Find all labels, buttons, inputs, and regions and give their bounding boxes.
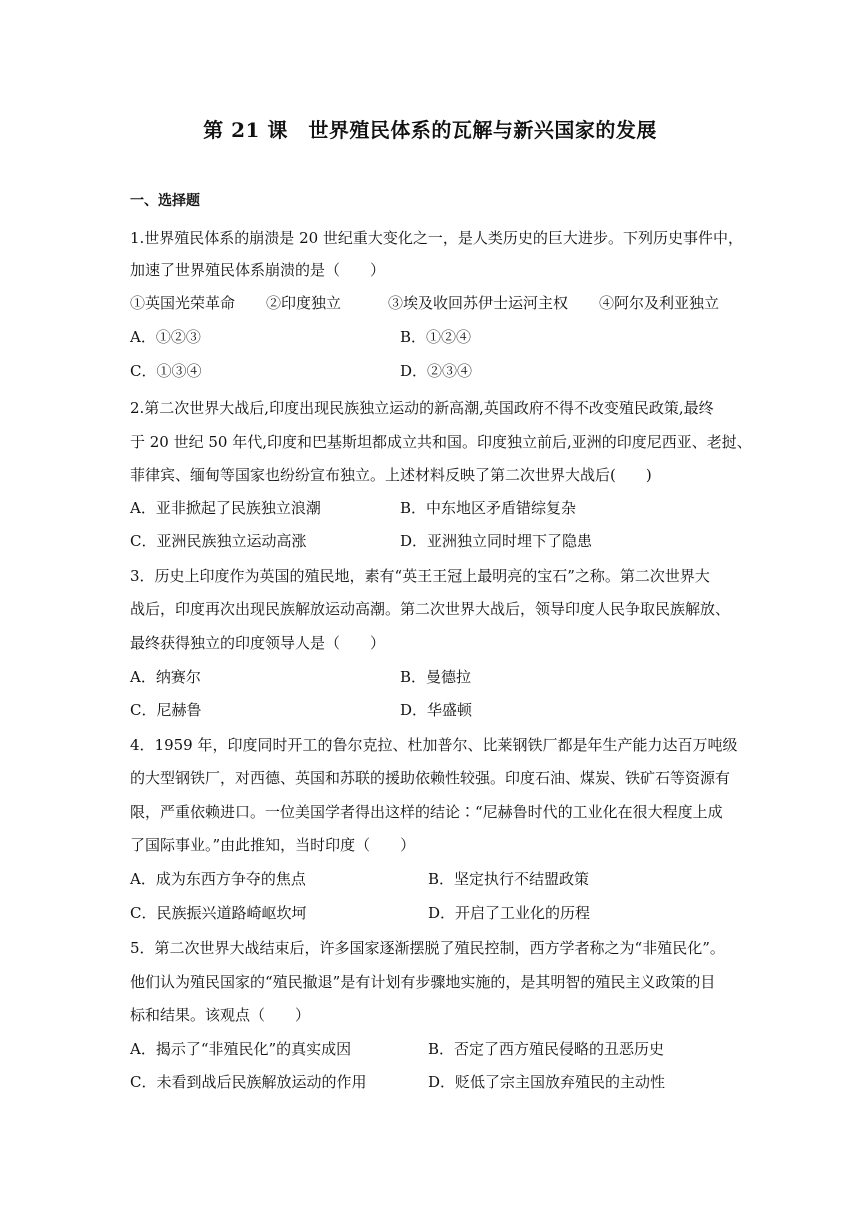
question-1-line-2: 加速了世界殖民体系崩溃的是（ ） bbox=[130, 261, 386, 279]
question-5-option-b: B．否定了西方殖民侵略的丑恶历史 bbox=[428, 1040, 665, 1058]
question-5-line-2: 他们认为殖民国家的“殖民撤退”是有计划有步骤地实施的，是其明智的殖民主义政策的目 bbox=[130, 973, 716, 991]
question-4-line-1: 4．1959 年，印度同时开工的鲁尔克拉、杜加普尔、比莱钢铁厂都是年生产能力达百万吨级 bbox=[130, 736, 738, 754]
question-3-line-1: 3．历史上印度作为英国的殖民地，素有“英王王冠上最明亮的宝石”之称。第二次世界大 bbox=[130, 567, 710, 585]
question-3-option-c: C．尼赫鲁 bbox=[130, 701, 202, 719]
question-4-line-4: 了国际事业。”由此推知，当时印度（ ） bbox=[130, 836, 416, 854]
question-5-option-a: A．揭示了“非殖民化”的真实成因 bbox=[130, 1040, 352, 1058]
question-5-line-3: 标和结果。该观点（ ） bbox=[130, 1006, 311, 1024]
page-title: 第 21 课 世界殖民体系的瓦解与新兴国家的发展 bbox=[203, 118, 657, 142]
question-1-item-1: ①英国光荣革命 bbox=[130, 294, 236, 312]
question-5-line-1: 5．第二次世界大战结束后，许多国家逐渐摆脱了殖民控制，西方学者称之为“非殖民化”。 bbox=[130, 939, 725, 957]
question-1-option-c: C．①③④ bbox=[130, 362, 202, 380]
question-2-line-3: 菲律宾、缅甸等国家也纷纷宣布独立。上述材料反映了第二次世界大战后( ) bbox=[130, 466, 652, 484]
question-2-option-a: A．亚非掀起了民族独立浪潮 bbox=[130, 499, 321, 517]
question-3-line-2: 战后，印度再次出现民族解放运动高潮。第二次世界大战后，领导印度人民争取民族解放、 bbox=[130, 600, 731, 618]
question-1-line-1: 1.世界殖民体系的崩溃是 20 世纪重大变化之一，是人类历史的巨大进步。下列历史事件中， bbox=[130, 229, 743, 247]
question-1-item-2: ②印度独立 bbox=[266, 294, 342, 312]
question-1-option-d: D．②③④ bbox=[400, 362, 473, 380]
question-4-option-b: B．坚定执行不结盟政策 bbox=[428, 870, 590, 888]
question-2-option-b: B．中东地区矛盾错综复杂 bbox=[400, 499, 577, 517]
question-4-option-a: A．成为东西方争夺的焦点 bbox=[130, 870, 306, 888]
question-3-option-a: A．纳赛尔 bbox=[130, 668, 201, 686]
section-heading: 一、选择题 bbox=[130, 193, 200, 209]
question-1-item-4: ④阿尔及利亚独立 bbox=[599, 294, 720, 312]
question-1-option-b: B．①②④ bbox=[400, 328, 472, 346]
question-2-option-d: D．亚洲独立同时埋下了隐患 bbox=[400, 532, 593, 550]
question-3-option-d: D．华盛顿 bbox=[400, 701, 473, 719]
question-1-option-a: A．①②③ bbox=[130, 328, 201, 346]
question-1-item-3: ③埃及收回苏伊士运河主权 bbox=[388, 294, 569, 312]
question-4-line-2: 的大型钢铁厂，对西德、英国和苏联的援助依赖性较强。印度石油、煤炭、铁矿石等资源有 bbox=[130, 769, 731, 787]
question-4-option-c: C．民族振兴道路崎岖坎坷 bbox=[130, 904, 307, 922]
question-2-line-2: 于 20 世纪 50 年代,印度和巴基斯坦都成立共和国。印度独立前后,亚洲的印度尼西亚、老挝、 bbox=[130, 433, 752, 451]
question-4-option-d: D．开启了工业化的历程 bbox=[428, 904, 591, 922]
question-5-option-d: D．贬低了宗主国放弃殖民的主动性 bbox=[428, 1073, 666, 1091]
question-4-line-3: 限，严重依赖进口。一位美国学者得出这样的结论∶“尼赫鲁时代的工业化在很大程度上成 bbox=[130, 803, 723, 821]
question-2-option-c: C．亚洲民族独立运动高涨 bbox=[130, 532, 307, 550]
question-5-option-c: C．未看到战后民族解放运动的作用 bbox=[130, 1073, 367, 1091]
question-3-line-3: 最终获得独立的印度领导人是（ ） bbox=[130, 634, 386, 652]
question-3-option-b: B．曼德拉 bbox=[400, 668, 472, 686]
question-2-line-1: 2.第二次世界大战后,印度出现民族独立运动的新高潮,英国政府不得不改变殖民政策,最终 bbox=[130, 399, 714, 417]
